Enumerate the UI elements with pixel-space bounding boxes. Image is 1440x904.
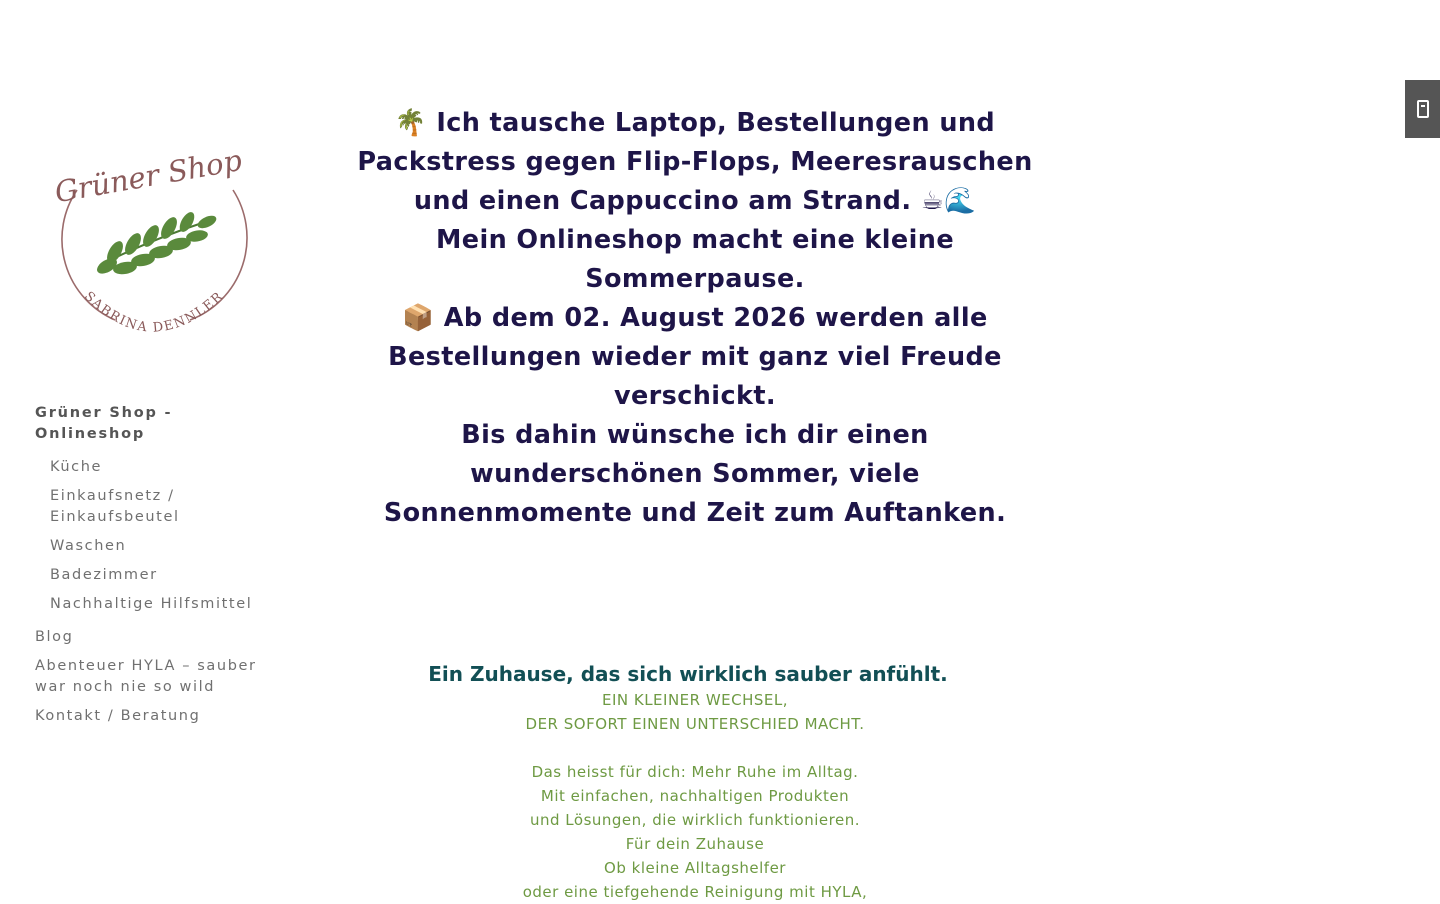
intro-line: Ob kleine Alltagshelfer	[604, 859, 786, 877]
nav-link-blog[interactable]: Blog	[35, 629, 74, 645]
announcement-line: Mein Onlineshop macht eine kleine	[435, 225, 955, 255]
sidebar-nav	[35, 403, 280, 735]
nav-subitem-hilfsmittel[interactable]	[35, 594, 280, 615]
intro-spacer	[345, 736, 1045, 760]
nav-item-onlineshop[interactable]	[35, 403, 280, 445]
nav-link-kontakt[interactable]: Kontakt / Beratung	[35, 708, 201, 724]
nav-link-badezimmer[interactable]: Badezimmer	[50, 567, 158, 583]
nav-link-hilfsmittel[interactable]: Nachhaltige Hilfsmittel	[50, 596, 253, 612]
nav-link-onlineshop[interactable]: Grüner Shop - Onlineshop	[35, 405, 173, 442]
nav-link-kueche[interactable]: Küche	[50, 459, 103, 475]
logo-sub-text: SABRINA DENNLER	[80, 288, 227, 336]
logo-graphic	[55, 140, 250, 345]
intro-line: Mit einfachen, nachhaltigen Produkten	[540, 787, 850, 805]
announcement-line: Sommerpause.	[585, 264, 805, 294]
intro-line: Für dein Zuhause	[625, 835, 765, 853]
nav-subitem-badezimmer[interactable]	[35, 565, 280, 586]
mobile-phone-icon	[1417, 100, 1429, 118]
nav-item-hyla[interactable]	[35, 656, 280, 698]
nav-subitem-einkaufsnetz[interactable]	[35, 486, 280, 528]
leaf-icon	[94, 210, 218, 277]
announcement-line: wunderschönen Sommer, viele	[470, 459, 920, 489]
announcement-line: 📦 Ab dem 02. August 2026 werden alle	[402, 303, 988, 333]
logo-brand-text: Grüner Shop	[55, 142, 245, 210]
announcement-line: und einen Cappuccino am Strand. ☕🌊	[413, 186, 977, 216]
announcement-line: Bis dahin wünsche ich dir einen	[461, 420, 929, 450]
announcement-line: 🌴 Ich tausche Laptop, Bestellungen und	[394, 108, 996, 138]
nav-item-kontakt[interactable]	[35, 706, 280, 727]
intro-line: EIN KLEINER WECHSEL,	[601, 691, 789, 709]
nav-item-blog[interactable]	[35, 627, 280, 648]
nav-link-einkaufsnetz[interactable]: Einkaufsnetz / Einkaufsbeutel	[50, 488, 180, 525]
announcement-line: Sonnenmomente und Zeit zum Auftanken.	[383, 498, 1007, 528]
announcement-line: Bestellungen wieder mit ganz viel Freude	[388, 342, 1002, 372]
intro-headline: Ein Zuhause, das sich wirklich sauber anfühlt.	[428, 662, 948, 686]
shop-logo[interactable]	[55, 140, 250, 345]
intro-line: Das heisst für dich: Mehr Ruhe im Alltag.	[531, 763, 859, 781]
intro-text	[345, 688, 1045, 904]
summer-break-announcement	[345, 104, 1045, 533]
intro-line: und Lösungen, die wirklich funktionieren.	[530, 811, 860, 829]
announcement-line: verschickt.	[613, 381, 777, 411]
intro-line: oder eine tiefgehende Reinigung mit HYLA,	[522, 883, 868, 901]
announcement-line: Packstress gegen Flip-Flops, Meeresrauschen	[357, 147, 1033, 177]
nav-subitem-kueche[interactable]	[35, 457, 280, 478]
nav-link-hyla[interactable]: Abenteuer HYLA – sauber war noch nie so wild	[35, 658, 257, 695]
nav-link-waschen[interactable]: Waschen	[50, 538, 127, 554]
mobile-view-button[interactable]	[1405, 80, 1440, 138]
nav-subitem-waschen[interactable]	[35, 536, 280, 557]
intro-line: DER SOFORT EINEN UNTERSCHIED MACHT.	[525, 715, 865, 733]
